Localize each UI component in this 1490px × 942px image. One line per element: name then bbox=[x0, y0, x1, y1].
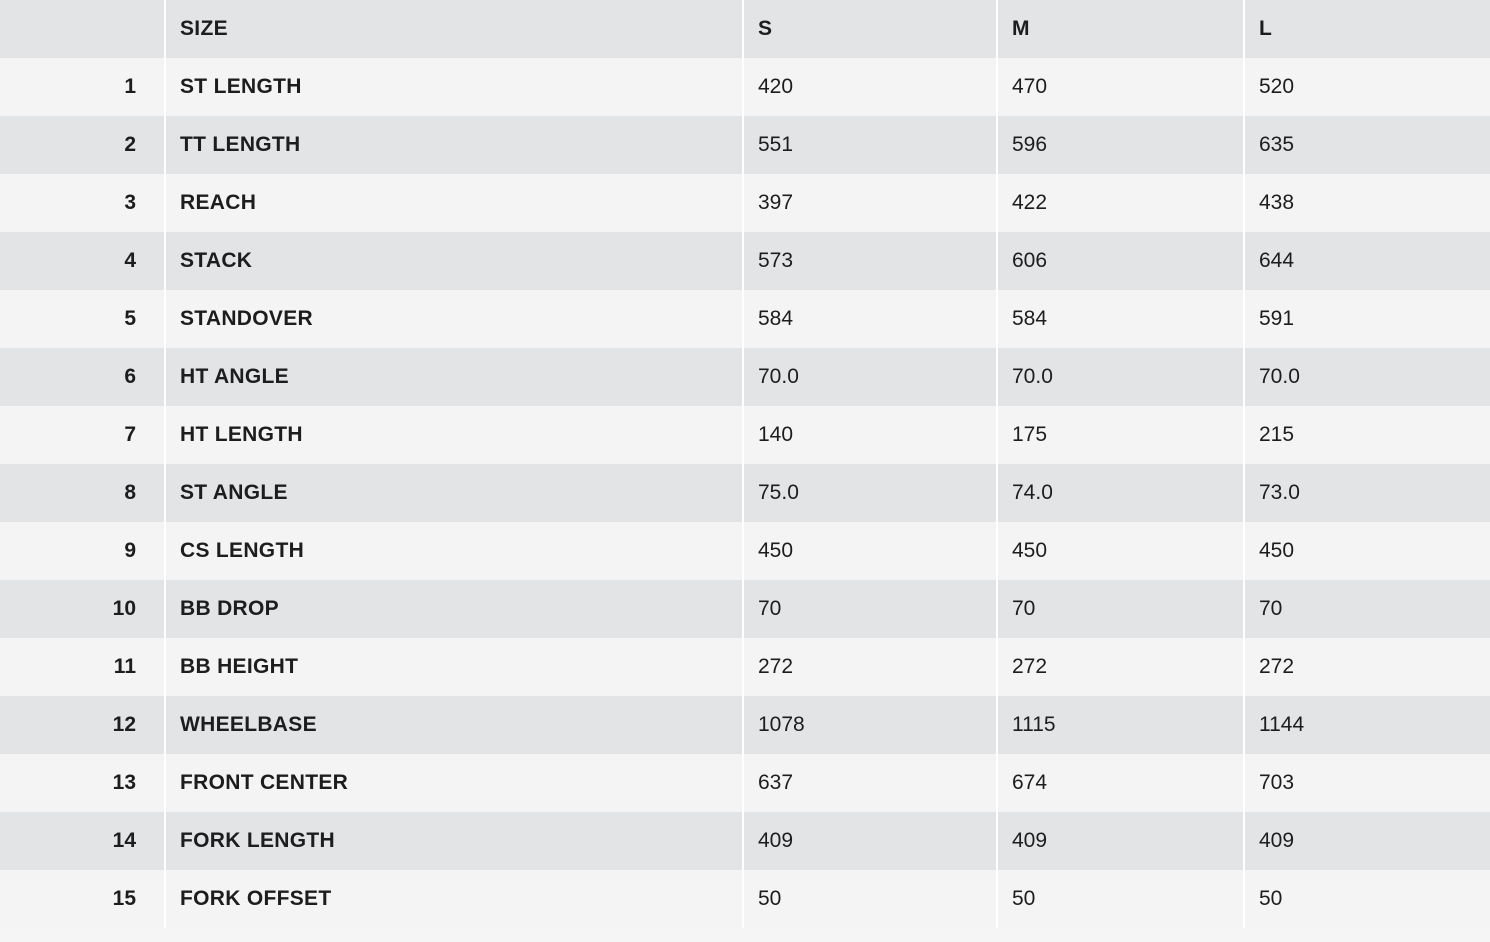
value-size-m: 175 bbox=[997, 406, 1244, 464]
row-number: 12 bbox=[0, 696, 165, 754]
table-row bbox=[0, 406, 1490, 464]
table-row bbox=[0, 58, 1490, 116]
table-row bbox=[0, 754, 1490, 812]
table-row bbox=[0, 812, 1490, 870]
measurement-name: STANDOVER bbox=[165, 290, 743, 348]
measurement-name: HT ANGLE bbox=[165, 348, 743, 406]
measurement-name: TT LENGTH bbox=[165, 116, 743, 174]
measurement-name: STACK bbox=[165, 232, 743, 290]
value-size-l: 644 bbox=[1259, 249, 1295, 272]
value-size-s: 70.0 bbox=[743, 348, 997, 406]
table-row bbox=[0, 174, 1490, 232]
table-row bbox=[0, 870, 1490, 928]
row-number: 7 bbox=[0, 406, 165, 464]
row-number: 3 bbox=[0, 174, 165, 232]
header-size: SIZE bbox=[165, 0, 743, 58]
measurement-name: ST ANGLE bbox=[165, 464, 743, 522]
value-size-s: 409 bbox=[743, 812, 997, 870]
header-size-l: L bbox=[1259, 17, 1273, 40]
value-size-l: 215 bbox=[1259, 423, 1295, 446]
value-size-l: 703 bbox=[1259, 771, 1295, 794]
row-number: 8 bbox=[0, 464, 165, 522]
table-row bbox=[0, 232, 1490, 290]
table-body bbox=[0, 58, 1490, 928]
table-row bbox=[0, 638, 1490, 696]
value-size-s: 420 bbox=[743, 58, 997, 116]
value-size-l: 635 bbox=[1259, 133, 1295, 156]
value-size-s: 272 bbox=[743, 638, 997, 696]
value-size-m: 584 bbox=[997, 290, 1244, 348]
row-number: 6 bbox=[0, 348, 165, 406]
value-size-s: 584 bbox=[743, 290, 997, 348]
value-size-l: 73.0 bbox=[1259, 481, 1300, 504]
value-size-m: 50 bbox=[997, 870, 1244, 928]
table-row bbox=[0, 522, 1490, 580]
value-size-m: 422 bbox=[997, 174, 1244, 232]
table-row bbox=[0, 116, 1490, 174]
value-size-l: 272 bbox=[1259, 655, 1295, 678]
row-number: 13 bbox=[0, 754, 165, 812]
value-size-l: 591 bbox=[1259, 307, 1295, 330]
row-number: 15 bbox=[0, 870, 165, 928]
table-row bbox=[0, 290, 1490, 348]
value-size-s: 75.0 bbox=[743, 464, 997, 522]
value-size-m: 450 bbox=[997, 522, 1244, 580]
value-size-l: 1144 bbox=[1259, 713, 1305, 736]
value-size-l: 70.0 bbox=[1259, 365, 1300, 388]
value-size-l: 450 bbox=[1259, 539, 1295, 562]
row-number: 5 bbox=[0, 290, 165, 348]
row-number: 14 bbox=[0, 812, 165, 870]
measurement-name: FORK OFFSET bbox=[165, 870, 743, 928]
table-row bbox=[0, 464, 1490, 522]
value-size-m: 74.0 bbox=[997, 464, 1244, 522]
value-size-s: 551 bbox=[743, 116, 997, 174]
measurement-name: CS LENGTH bbox=[165, 522, 743, 580]
value-size-s: 140 bbox=[743, 406, 997, 464]
value-size-l: 520 bbox=[1259, 75, 1295, 98]
measurement-name: ST LENGTH bbox=[165, 58, 743, 116]
table-row bbox=[0, 696, 1490, 754]
value-size-s: 450 bbox=[743, 522, 997, 580]
measurement-name: WHEELBASE bbox=[165, 696, 743, 754]
header-row-number bbox=[0, 0, 165, 58]
value-size-m: 1115 bbox=[997, 696, 1244, 754]
measurement-name: FRONT CENTER bbox=[165, 754, 743, 812]
value-size-m: 596 bbox=[997, 116, 1244, 174]
value-size-m: 674 bbox=[997, 754, 1244, 812]
value-size-m: 409 bbox=[997, 812, 1244, 870]
value-size-l: 50 bbox=[1259, 887, 1283, 910]
header-size-m: M bbox=[997, 0, 1244, 58]
value-size-s: 637 bbox=[743, 754, 997, 812]
measurement-name: HT LENGTH bbox=[165, 406, 743, 464]
row-number: 2 bbox=[0, 116, 165, 174]
value-size-m: 70.0 bbox=[997, 348, 1244, 406]
header-size-s: S bbox=[743, 0, 997, 58]
value-size-s: 70 bbox=[743, 580, 997, 638]
measurement-name: FORK LENGTH bbox=[165, 812, 743, 870]
table-header-row bbox=[0, 0, 1490, 58]
value-size-m: 272 bbox=[997, 638, 1244, 696]
value-size-s: 50 bbox=[743, 870, 997, 928]
table-row bbox=[0, 580, 1490, 638]
value-size-s: 573 bbox=[743, 232, 997, 290]
table-header bbox=[0, 0, 1490, 58]
measurement-name: BB HEIGHT bbox=[165, 638, 743, 696]
row-number: 11 bbox=[0, 638, 165, 696]
measurement-name: REACH bbox=[165, 174, 743, 232]
value-size-m: 606 bbox=[997, 232, 1244, 290]
value-size-l: 438 bbox=[1259, 191, 1295, 214]
row-number: 9 bbox=[0, 522, 165, 580]
value-size-m: 470 bbox=[997, 58, 1244, 116]
value-size-s: 397 bbox=[743, 174, 997, 232]
value-size-m: 70 bbox=[997, 580, 1244, 638]
table-row bbox=[0, 348, 1490, 406]
value-size-l: 70 bbox=[1259, 597, 1283, 620]
value-size-l: 409 bbox=[1259, 829, 1295, 852]
value-size-s: 1078 bbox=[743, 696, 997, 754]
row-number: 10 bbox=[0, 580, 165, 638]
row-number: 4 bbox=[0, 232, 165, 290]
row-number: 1 bbox=[0, 58, 165, 116]
measurement-name: BB DROP bbox=[165, 580, 743, 638]
page-bottom-strip bbox=[0, 928, 1490, 942]
